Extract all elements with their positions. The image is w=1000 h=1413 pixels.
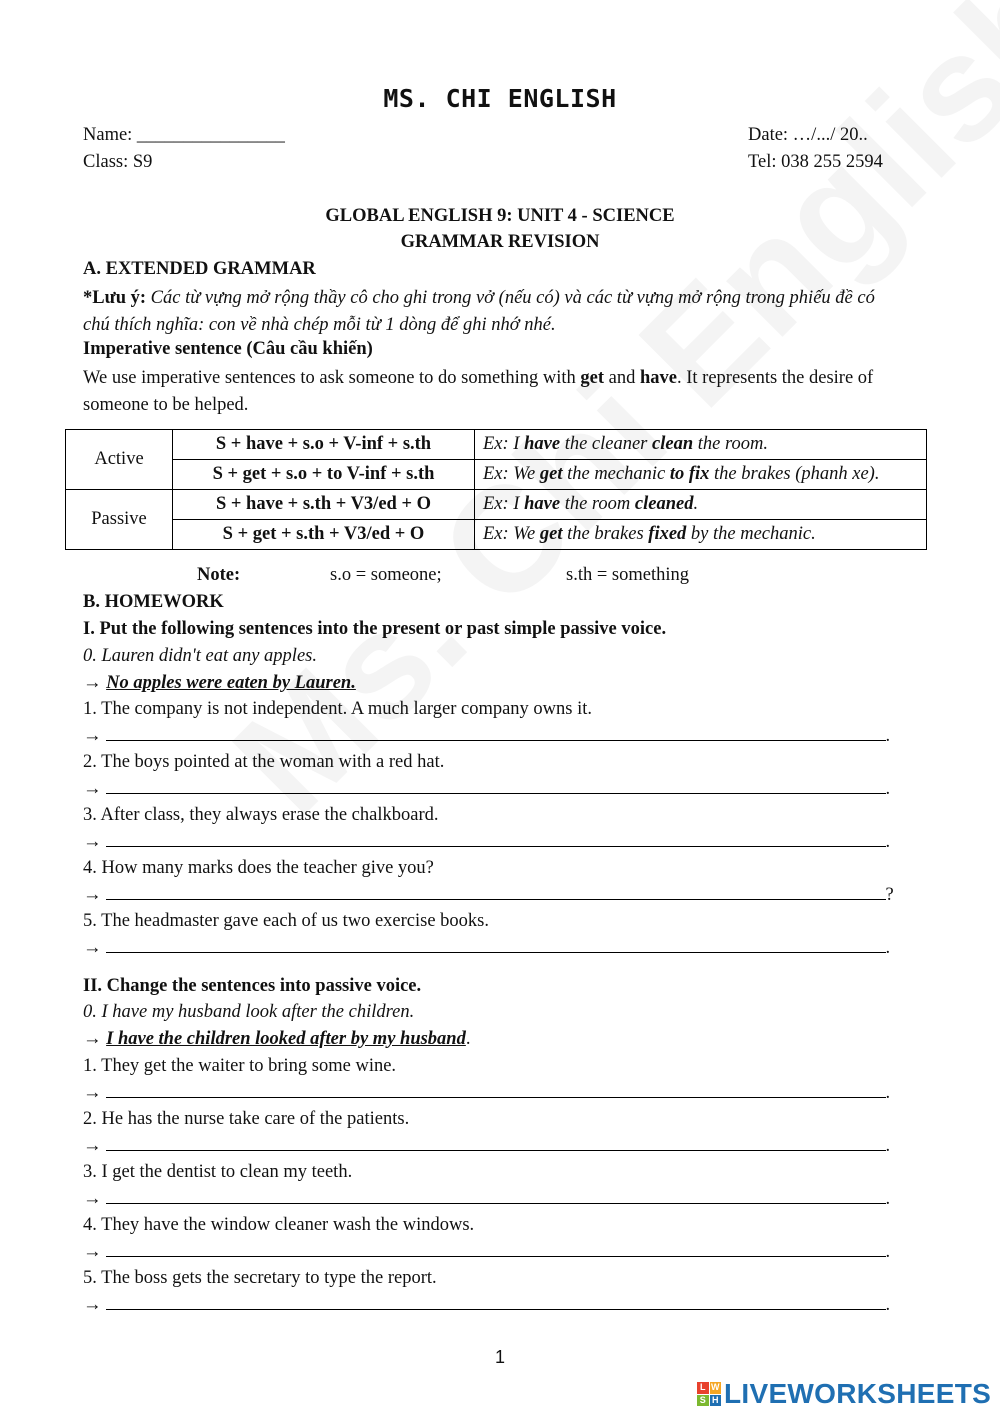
part1-answer-line-3[interactable]: → . <box>83 832 891 852</box>
part2-question-3: 3. I get the dentist to clean my teeth. <box>83 1162 353 1182</box>
part1-example-answer: → No apples were eaten by Lauren. <box>83 673 356 693</box>
passive-label: Passive <box>66 490 173 550</box>
liveworksheets-logo-text: LIVEWORKSHEETS <box>724 1378 992 1409</box>
part2-example-answer: → I have the children looked after by my husband. <box>83 1029 471 1049</box>
example-cell: Ex: We get the mechanic to fix the brakes (phanh xe). <box>475 460 927 490</box>
tel-label: Tel: 038 255 2594 <box>748 152 883 172</box>
part1-answer-line-1[interactable]: → . <box>83 726 891 746</box>
table-row <box>66 460 927 490</box>
intro-and: and <box>604 368 640 388</box>
grammar-table <box>65 429 927 550</box>
example-cell: Ex: We get the brakes fixed by the mechanic. <box>475 520 927 550</box>
part1-title: I. Put the following sentences into the present or past simple passive voice. <box>83 619 667 639</box>
example-cell: Ex: I have the cleaner clean the room. <box>475 430 927 460</box>
part1-question-4: 4. How many marks does the teacher give you? <box>83 858 434 878</box>
note-text: Các từ vựng mở rộng thầy cô cho ghi trong vở (nếu có) và các từ vựng mở rộng trong phiếu đề có chú thích nghĩa: con về nhà chép mỗi từ 1 dòng để ghi nhớ nhé. <box>83 288 875 335</box>
formula-cell: S + have + s.o + V-inf + s.th <box>173 430 475 460</box>
part2-answer-line-3[interactable]: → . <box>83 1189 891 1209</box>
unit-heading: GLOBAL ENGLISH 9: UNIT 4 - SCIENCE <box>325 206 675 226</box>
part1-answer-line-4[interactable]: → ? <box>83 885 894 905</box>
section-a-title: A. EXTENDED GRAMMAR <box>83 259 316 279</box>
part2-answer-line-1[interactable]: → . <box>83 1083 891 1103</box>
part1-question-3: 3. After class, they always erase the chalkboard. <box>83 805 439 825</box>
class-label: Class: S9 <box>83 152 153 172</box>
part2-example-question: 0. I have my husband look after the children. <box>83 1002 415 1022</box>
part1-example-question: 0. Lauren didn't eat any apples. <box>83 646 317 666</box>
vocab-note <box>83 285 903 339</box>
intro-text: We use imperative sentences to ask someone to do something with <box>83 368 581 388</box>
page-number: 1 <box>494 1347 505 1367</box>
part1-question-2: 2. The boys pointed at the woman with a red hat. <box>83 752 445 772</box>
part2-answer-line-5[interactable]: → . <box>83 1295 891 1315</box>
intro-text-end: . It represents the desire of someone to be helped. <box>83 368 874 415</box>
part2-question-5: 5. The boss gets the secretary to type the report. <box>83 1268 437 1288</box>
part2-answer-line-2[interactable]: → . <box>83 1136 891 1156</box>
note-something: s.th = something <box>566 565 689 585</box>
part2-title: II. Change the sentences into passive voice. <box>83 976 422 996</box>
part2-answer-line-4[interactable]: → . <box>83 1242 891 1262</box>
logo-letter: H <box>710 1395 722 1407</box>
formula-cell: S + have + s.th + V3/ed + O <box>173 490 475 520</box>
table-row <box>66 430 927 460</box>
intro-have: have <box>639 368 677 388</box>
note-someone: s.o = someone; <box>330 565 442 585</box>
logo-letter: S <box>697 1395 709 1407</box>
logo-letter: L <box>697 1382 709 1394</box>
imperative-title: Imperative sentence (Câu cầu khiến) <box>83 339 373 359</box>
formula-cell: S + get + s.th + V3/ed + O <box>173 520 475 550</box>
section-b-title: B. HOMEWORK <box>83 592 224 612</box>
date-label: Date: …/.../ 20.. <box>748 125 868 145</box>
part2-question-1: 1. They get the waiter to bring some wine. <box>83 1056 397 1076</box>
name-label: Name: ________________ <box>83 125 285 145</box>
page-title: MS. CHI ENGLISH <box>383 84 617 113</box>
intro-get: get <box>580 368 605 388</box>
part1-question-5: 5. The headmaster gave each of us two exercise books. <box>83 911 489 931</box>
part2-question-4: 4. They have the window cleaner wash the windows. <box>83 1215 475 1235</box>
active-label: Active <box>66 430 173 490</box>
liveworksheets-logo[interactable] <box>697 1378 991 1410</box>
grammar-revision-heading: GRAMMAR REVISION <box>400 232 600 252</box>
table-row <box>66 490 927 520</box>
note-label: *Lưu ý: <box>83 288 147 308</box>
part1-question-1: 1. The company is not independent. A much larger company owns it. <box>83 699 593 719</box>
part1-answer-line-2[interactable]: → . <box>83 779 891 799</box>
liveworksheets-logo-icon <box>697 1382 721 1406</box>
part2-question-2: 2. He has the nurse take care of the patients. <box>83 1109 410 1129</box>
note-word: Note: <box>197 565 241 585</box>
example-cell: Ex: I have the room cleaned. <box>475 490 927 520</box>
table-row <box>66 520 927 550</box>
part1-answer-line-5[interactable]: → . <box>83 938 891 958</box>
logo-letter: W <box>711 1382 720 1392</box>
formula-cell: S + get + s.o + to V-inf + s.th <box>173 460 475 490</box>
imperative-intro <box>83 365 903 419</box>
